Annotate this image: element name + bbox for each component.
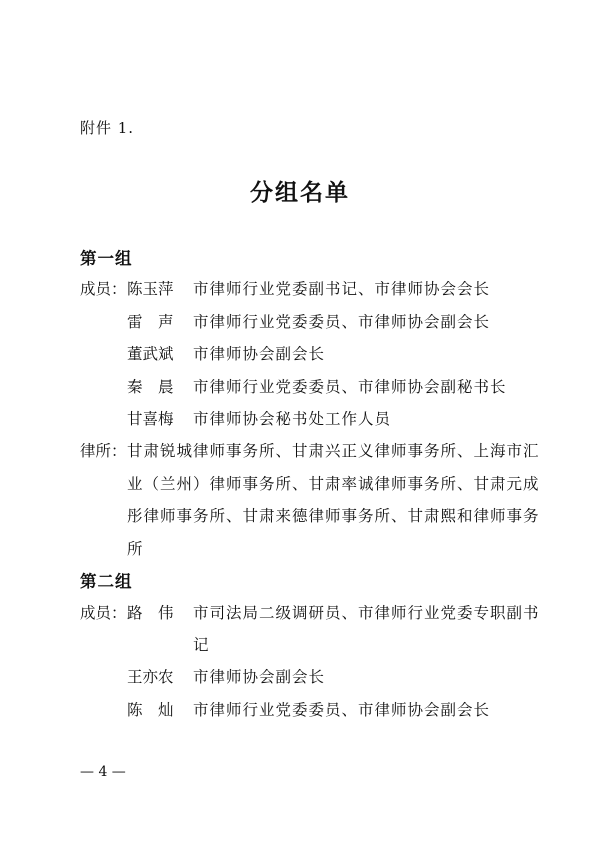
page-number: — 4 — bbox=[80, 764, 126, 780]
member-role: 市律师行业党委副书记、市律师协会会长 bbox=[193, 280, 491, 298]
attachment-label: 附件 1. bbox=[80, 119, 135, 137]
member-name: 路 伟 bbox=[127, 604, 174, 622]
member-role: 市律师行业党委委员、市律师协会副会长 bbox=[193, 701, 491, 719]
member-name: 甘喜梅 bbox=[127, 410, 174, 428]
group-heading: 第一组 bbox=[80, 249, 133, 268]
member-role: 市律师协会秘书处工作人员 bbox=[193, 410, 392, 428]
member-role-continued: 记 bbox=[193, 636, 210, 654]
firm-list-line: 彤律师事务所、甘肃来德律师事务所、甘肃熙和律师事务 bbox=[127, 507, 540, 525]
member-role: 市律师协会副会长 bbox=[193, 345, 326, 363]
member-role: 市律师协会副会长 bbox=[193, 668, 326, 686]
member-role: 市司法局二级调研员、市律师行业党委专职副书 bbox=[193, 604, 540, 622]
member-name: 董武斌 bbox=[127, 345, 174, 363]
firms-label: 律所： bbox=[80, 442, 127, 460]
member-role: 市律师行业党委委员、市律师协会副会长 bbox=[193, 313, 491, 331]
member-name: 陈玉萍 bbox=[127, 280, 174, 298]
member-name: 雷 声 bbox=[127, 313, 174, 331]
firm-list-line: 所 bbox=[127, 540, 144, 558]
firm-list-line: 甘肃锐城律师事务所、甘肃兴正义律师事务所、上海市汇 bbox=[127, 442, 540, 460]
member-role: 市律师行业党委委员、市律师协会副秘书长 bbox=[193, 378, 507, 396]
members-label: 成员： bbox=[80, 280, 127, 298]
page-title: 分组名单 bbox=[250, 179, 350, 206]
group-heading: 第二组 bbox=[80, 572, 133, 591]
members-label: 成员： bbox=[80, 604, 127, 622]
member-name: 王亦农 bbox=[127, 668, 174, 686]
member-name: 秦 晨 bbox=[127, 378, 174, 396]
firm-list-line: 业（兰州）律师事务所、甘肃率诚律师事务所、甘肃元成 bbox=[127, 475, 540, 493]
member-name: 陈 灿 bbox=[127, 701, 174, 719]
